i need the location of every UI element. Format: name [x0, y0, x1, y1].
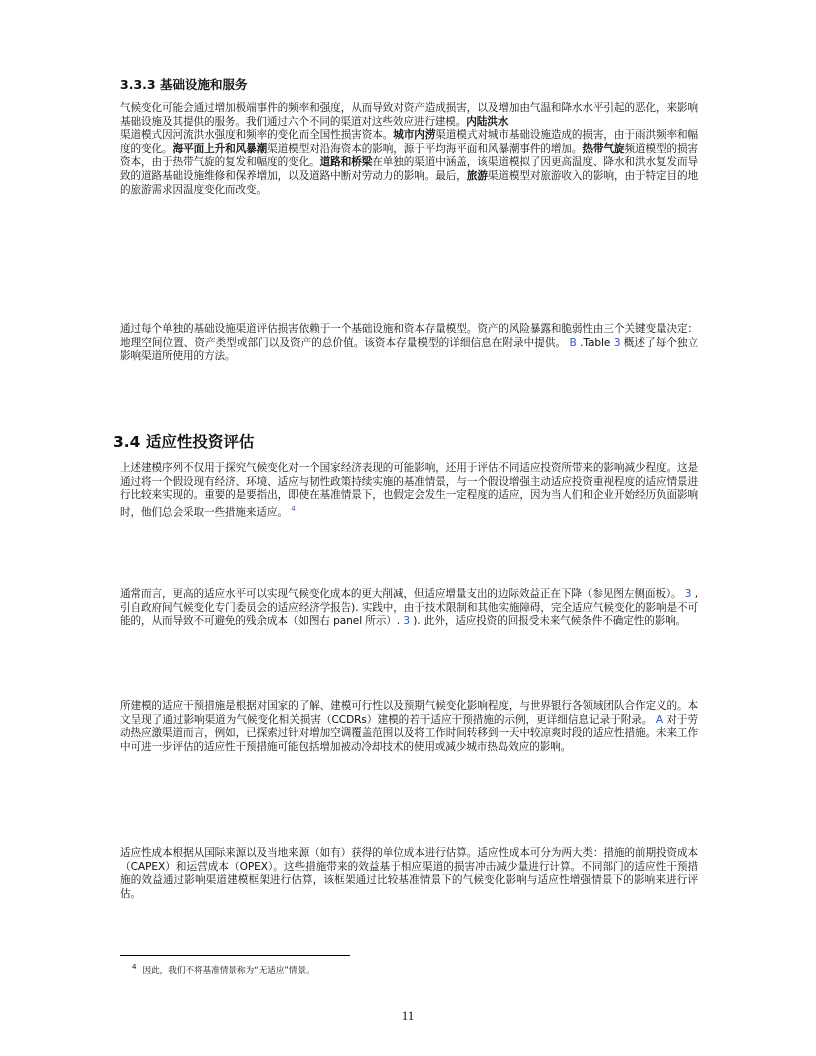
figure-link-3[interactable]: 3 [684, 588, 692, 600]
text-span: 适应性成本根据从国际来源以及当地来源（如有）获得的单位成本进行估算。适应性成本可分为两大类：措施的前期投资成本（CAPEX）和运营成本（OPEX）。这些措施带来的效益基于相应渠道的损害冲击减少量进行计算。不同部门的适应性干预措施的效益通过影响渠道建模框架进行估算，该框架通过比较基准情景下的气候变化影响与适应性增强情景下的影响来进行评估。 [120, 847, 698, 900]
text-span: 所建模的适应干预措施是根据对国家的了解、建模可行性以及预期气候变化影响程度，与世界银行各领域团队合作定义的。本文呈现了通过影响渠道为气候变化相关损害（CCDRs）建模的若干适应干预措施的示例，更详细信息记录于附录。 [120, 700, 698, 726]
footnote-4 [132, 962, 315, 977]
text-span: .Table [580, 336, 611, 349]
section-heading-3-3-3: 3.3.3 基础设施和服务 [120, 77, 248, 92]
term-sea-level-rise: 海平面上升和风暴潮 [172, 142, 268, 155]
text-span: 对于劳动热应激渠道而言，例如，已探索过针对增加空调覆盖范围以及将工作时间转移到一天中较凉爽时段的适应性措施。未来工作中可进一步评估的适应性干预措施可能包括增加被动冷却技术的使用或减少城市热岛效应的影响。 [120, 713, 698, 753]
paragraph-capital-stock-model [120, 323, 698, 364]
text-span: 通过每个单独的基础设施渠道评估损害依赖于一个基础设施和资本存量模型。资产的风险暴露和脆弱性由三个关键变量决定：地理空间位置、资产类型或部门以及资产的总价值。该资本存量模型的详细信息在附录中提供。 [120, 323, 698, 349]
text-span: 渠道模式对城市基础设施造成的损害，由于雨洪频率和幅度的变化。 [120, 129, 698, 155]
paragraph-adaptation-scenarios [120, 462, 698, 520]
term-roads-bridges: 道路和桥梁 [319, 156, 373, 169]
figure-link-3b[interactable]: 3 [403, 615, 410, 628]
section-heading-3-4: 3.4 适应性投资评估 [113, 433, 255, 451]
footnote-number: 4 [132, 963, 137, 971]
text-span: 气候变化可能会通过增加极端事件的频率和强度，从而导致对资产造成损害，以及增加由气温和降水水平引起的恶化，来影响基础设施及其提供的服务。我们通过六个不同的渠道对这些效应进行建模。 [120, 102, 698, 128]
text-span: 在单独的渠道中涵盖，该渠道模拟了因更高温度、降水和洪水复发而导致的道路基础设施维修和保养增加，以及道路中断对劳动力的影响。最后， [120, 156, 698, 182]
footnote-text: 因此，我们不将基准情景称为“无适应”情景。 [142, 965, 315, 976]
term-inland-flooding: 内陆洪水 [466, 115, 509, 128]
text-span: 渠道模型对旅游收入的影响，由于特定目的地的旅游需求因温度变化而改变。 [120, 169, 699, 196]
text-span: ,引自政府间气候变化专门委员会的适应经济学报告). 实践中，由于技术限制和其他实施障碍，完全适应气候变化的影响是不可能的，从而导致不可避免的残余成本（如图右 panel 所示）. [120, 588, 698, 628]
footnote-ref-4[interactable]: 4 [291, 504, 296, 513]
paragraph-marginal-benefits [120, 588, 698, 629]
text-span: 渠道模式因河流洪水强度和频率的变化而全国性损害资本。 [120, 129, 394, 142]
paragraph-adaptation-interventions [120, 700, 698, 754]
appendix-link-b[interactable]: B [569, 336, 577, 349]
paragraph-adaptation-costs [120, 847, 698, 901]
footnote-divider [120, 955, 350, 956]
term-tropical-cyclones: 热带气旋 [582, 142, 625, 155]
page-number: 11 [401, 1008, 415, 1023]
term-urban-flooding: 城市内涝 [393, 129, 436, 142]
text-span: 概述了每个独立影响渠道所使用的方法。 [120, 336, 698, 363]
paragraph-infrastructure-channels [120, 102, 698, 197]
text-span: ). 此外，适应投资的回报受未来气候条件不确定性的影响。 [413, 615, 687, 628]
text-span: 上述建模序列不仅用于探究气候变化对一个国家经济表现的可能影响，还用于评估不同适应投资所带来的影响减少程度。这是通过将一个假设现有经济、环境、适应与韧性政策持续实施的基准情景，与一个假设增强主动适应投资重视程度的适应情景进行比较来实现的。重要的是要指出，即使在基准情景下，也假定会发生一定程度的适应，因为当人们和企业开始经历负面影响时，他们总会采取一些措施来适应。 [120, 462, 698, 519]
term-tourism: 旅游 [466, 169, 488, 182]
appendix-link-a[interactable]: A [655, 713, 663, 726]
table-link-3[interactable]: 3 [613, 336, 621, 349]
text-span: 通常而言，更高的适应水平可以实现气候变化成本的更大削减，但适应增量支出的边际效益正在下降（参见图左侧面板）。 [120, 588, 682, 600]
text-span: 渠道模型对沿海资本的影响，源于平均海平面和风暴潮事件的增加。 [267, 142, 583, 155]
text-span: 频道模型的损害资本，由于热带气旋的复发和幅度的变化。 [120, 142, 698, 169]
